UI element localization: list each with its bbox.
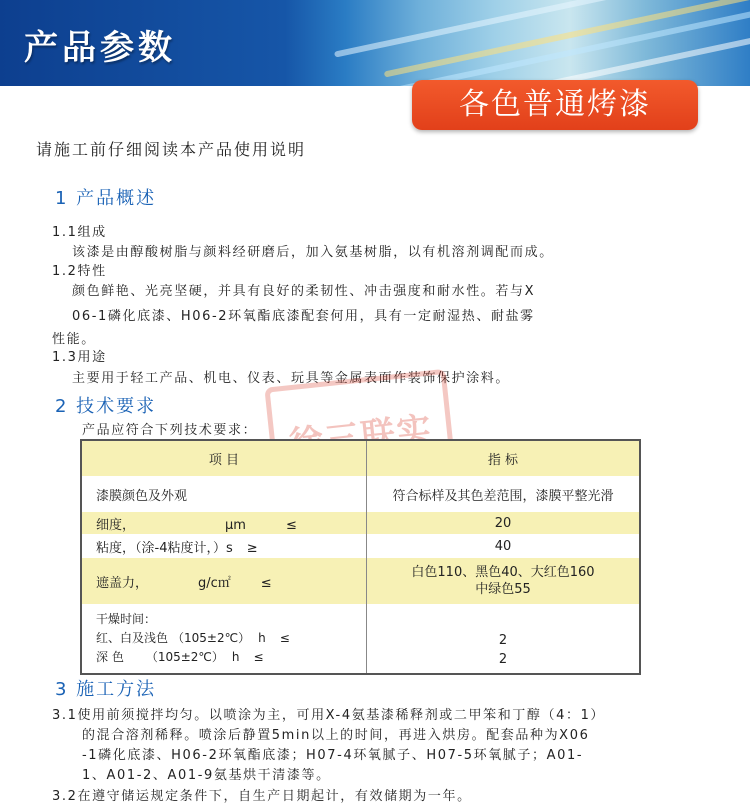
row-value bbox=[367, 558, 641, 604]
row-op: ≥ bbox=[246, 540, 258, 556]
section-2-intro: 产品应符合下列技术要求： bbox=[82, 423, 258, 438]
section-3-line: 3.1使用前须搅拌均匀。以喷涂为主，可用X-4氨基漆稀释剂或二甲笨和丁醇（4：1） bbox=[52, 708, 606, 723]
notice-text: 请施工前仔细阅读本产品使用说明 bbox=[36, 140, 307, 159]
drying-values bbox=[367, 604, 641, 674]
header-index: 指 标 bbox=[367, 440, 641, 476]
drying-row: 红、白及浅色 （105±2℃） h ≤ bbox=[96, 631, 290, 645]
row-value: 2 bbox=[498, 632, 508, 648]
section-3-heading: 3 施工方法 bbox=[55, 679, 157, 700]
section-1-3-text: 主要用于轻工产品、机电、仪表、玩具等金属表面作装饰保护涂料。 bbox=[72, 371, 511, 386]
drying-title: 干燥时间： bbox=[96, 612, 157, 626]
row-value: 40 bbox=[367, 534, 641, 558]
row-unit: g/c㎡ bbox=[198, 575, 231, 591]
row-item bbox=[81, 512, 367, 534]
drying-row: 深 色 （105±2℃） h ≤ bbox=[96, 650, 264, 664]
watermark-stamp: 徐三联实业 bbox=[264, 369, 457, 505]
section-2-heading: 2 技术要求 bbox=[55, 396, 157, 417]
section-1-2-line: 颜色鲜艳、光亮坚硬，并具有良好的柔韧性、冲击强度和耐水性。若与X bbox=[72, 284, 536, 299]
row-value: 20 bbox=[367, 512, 641, 534]
spec-table bbox=[80, 439, 641, 675]
section-3-line: 3.2在遵守储运规定条件下，自生产日期起计，有效储期为一年。 bbox=[52, 789, 472, 804]
section-1-2-heading: 1.2特性 bbox=[52, 264, 107, 279]
row-value-line: 中绿色55 bbox=[475, 582, 531, 597]
row-op: ≤ bbox=[285, 517, 297, 533]
row-value: 符合标样及其色差范围，漆膜平整光滑 bbox=[367, 476, 641, 512]
row-value: 2 bbox=[498, 651, 508, 667]
table-header-row bbox=[81, 440, 640, 476]
section-3-line: 的混合溶剂稀释。喷涂后静置5min以上的时间，再进入烘房。配套品种为X06 bbox=[82, 728, 590, 743]
section-3-line: -1磷化底漆、H06-2环氧酯底漆；H07-4环氧腻子、H07-5环氧腻子；A01- bbox=[82, 748, 584, 763]
drying-items bbox=[81, 604, 367, 674]
row-item-label: 细度， bbox=[96, 517, 136, 533]
section-1-3-heading: 1.3用途 bbox=[52, 350, 107, 365]
row-item-label: 遮盖力， bbox=[96, 575, 149, 591]
section-1-2-line: 性能。 bbox=[52, 332, 96, 347]
section-1-2-line: 06-1磷化底漆、H06-2环氧酯底漆配套何用，具有一定耐湿热、耐盐雾 bbox=[72, 309, 535, 324]
table-row bbox=[81, 534, 640, 558]
row-item bbox=[81, 558, 367, 604]
section-3-line: 1、A01-2、A01-9氨基烘干清漆等。 bbox=[82, 768, 331, 783]
row-item-label: 粘度，（涂-4粘度计，）s bbox=[96, 540, 233, 556]
header-item: 项 目 bbox=[81, 440, 367, 476]
row-op: ≤ bbox=[260, 575, 272, 591]
row-item: 漆膜颜色及外观 bbox=[81, 476, 367, 512]
table-row bbox=[81, 512, 640, 534]
banner-title: 产品参数 bbox=[24, 28, 176, 68]
row-unit: μm bbox=[225, 517, 246, 533]
header-banner bbox=[0, 0, 750, 86]
section-1-1-heading: 1.1组成 bbox=[52, 225, 107, 240]
row-value-line: 白色110、黑色40、大红色160 bbox=[411, 565, 595, 580]
table-row bbox=[81, 558, 640, 604]
product-name-badge: 各色普通烤漆 bbox=[412, 80, 698, 130]
section-1-1-text: 该漆是由醇酸树脂与颜料经研磨后，加入氨基树脂，以有机溶剂调配而成。 bbox=[72, 245, 554, 260]
table-row bbox=[81, 476, 640, 512]
row-item bbox=[81, 534, 367, 558]
table-row-drying bbox=[81, 604, 640, 674]
section-1-heading: 1 产品概述 bbox=[55, 188, 157, 209]
